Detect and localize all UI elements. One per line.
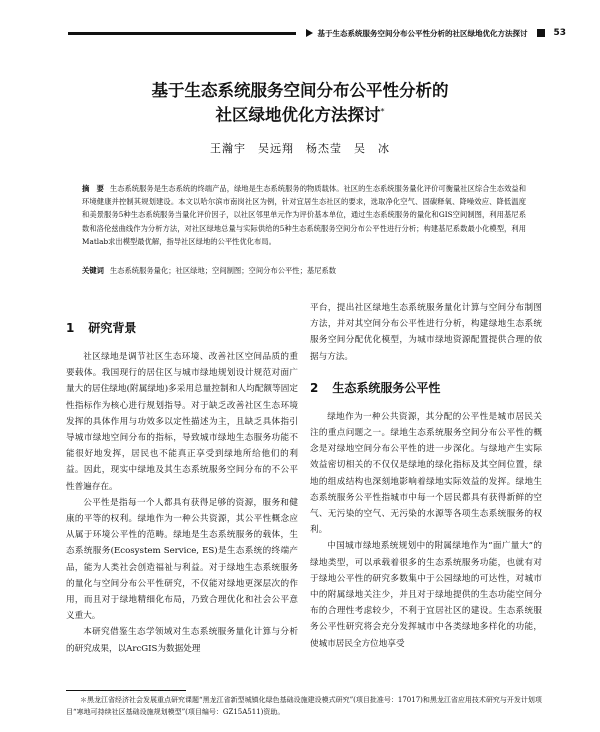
section-1-number: 1 bbox=[66, 320, 75, 335]
square-bullet-icon bbox=[537, 29, 545, 37]
abstract-label: 摘 要 bbox=[82, 184, 104, 193]
right-column bbox=[310, 300, 542, 652]
footnote-rule bbox=[66, 690, 186, 691]
section-1-paragraph: 本研究借鉴生态学领域对生态系统服务量化计算与分析的研究成果，以ArcGIS为数据处理 bbox=[66, 627, 298, 654]
section-2-paragraph: 绿地作为一种公共资源，其分配的公平性是城市居民关注的重点问题之一。绿地生态系统服务空间分布公平性的概念是对绿地空间分布公平性的进一步深化。与绿地产生实际效益密切相关的不仅仅是绿地的绿化指标及其空间位置，绿地的组成结构也深刻地影响着绿地实际效益的发挥。绿地生态系统服务公平性指城市中每一个居民都具有获得新鲜的空气、无污染的空气、无污染的水源等各项生态系统服务的权利。 bbox=[310, 411, 542, 536]
section-1-paragraph: 公平性是指每一个人都具有获得足够的资源，服务和健康的平等的权利。绿地作为一种公共资源，其公平性概念应从属于环境公平性的范畴。绿地是生态系统服务的载体，生态系统服务(Ecosystem Service, ES)是生态系统的终端产品，能为人类社会创造福祉与利益。对于绿地生态系统服务的量化与空间分布公平性研究，不仅能对绿地更深层次的作用，而且对于绿地精细化布局，乃致合理优化和社会公平意义重大。 bbox=[66, 497, 298, 622]
keywords bbox=[82, 265, 526, 277]
section-2-title: 生态系统服务公平性 bbox=[332, 380, 441, 395]
section-2-heading bbox=[310, 377, 542, 399]
paper-title bbox=[0, 80, 600, 126]
running-head-title: 基于生态系统服务空间分布公平性分析的社区绿地优化方法探讨 bbox=[317, 28, 528, 38]
funding-footnote: ＊黑龙江省经济社会发展重点研究课题“黑龙江省新型城镇化绿色基础设施建设模式研究”(项目批准号：17017)和黑龙江省应用技术研究与开发计划项目“寒地可持续社区基础设施规划模型”(项目编号：GZ15A511)资助。 bbox=[66, 696, 542, 716]
triangle-icon bbox=[306, 29, 313, 37]
section-1-paragraph: 社区绿地是调节社区生态环境、改善社区空间品质的重要载体。我国现行的居住区与城市绿地规划设计规范对面广量大的居住绿地(附属绿地)多采用总量控制和人均配额等固定性指标作为核心进行规划指导。对于缺乏改善社区生态环境发挥的具体作用与功效多以定性描述为主，且缺乏具体指引导城市绿地空间分布的指标，导致城市绿地生态服务功能不能很好地发挥，居民也不能真正享受到绿地所给他们的利益。因此，现实中绿地及其生态系统服务空间分布的不公平性普遍存在。 bbox=[66, 352, 298, 492]
title-line-2 bbox=[0, 101, 600, 126]
abstract bbox=[82, 182, 526, 248]
keywords-text: 生态系统服务量化；社区绿地；空间制图；空间分布公平性；基尼系数 bbox=[109, 266, 337, 275]
section-2-number: 2 bbox=[310, 380, 319, 395]
title-line-2-text: 社区绿地优化方法探讨 bbox=[215, 105, 381, 125]
header-rule bbox=[68, 32, 296, 35]
page-number: 53 bbox=[553, 28, 566, 38]
abstract-text: 生态系统服务是生态系统的终端产品，绿地是生态系统服务的物质载体。社区的生态系统服务量化评价可衡量社区综合生态效益和环境健康并控制其规划建设。本文以哈尔滨市南岗社区为例，针对宜居生态社区的要求，选取净化空气、固碳释氧、降噪效应、降低温度和美景服务5种生态系统服务当量化评价因子，以社区邻里单元作为评价基本单位，通过生态系统服务的量化和GIS空间制图，利用基尼系数和洛伦兹曲线作为分析方法，对社区绿地总量与实际供给的5种生态系统服务空间分布公平性进行分析；构建基尼系数最小化模型，利用Matlab求出模型最优解，指导社区绿地的公平性优化布局。 bbox=[82, 184, 527, 246]
section-2-paragraph: 中国城市绿地系统规划中的附属绿地作为“面广量大”的绿地类型，可以承载着很多的生态系统服务功能，也就有对于绿地公平性的研究多数集中于公园绿地的可达性，对城市中的附属绿地关注少，并且对于绿地提供的生态功能空间分布的合理性考虑较少，不利于宜居社区的建设。生态系统服务公平性研究将会充分发挥城市中各类绿地多样化的功能，使城市居民全方位地享受 bbox=[310, 541, 542, 649]
left-column bbox=[66, 300, 298, 657]
running-head bbox=[0, 22, 600, 44]
title-footnote-mark: * bbox=[380, 107, 385, 116]
section-1-continuation: 平台，提出社区绿地生态系统服务量化计算与空间分布制图方法，并对其空间分布公平性进行分析，构建绿地生态系统服务空间分配优化模型，为城市绿地资源配置提供合理的依据与方法。 bbox=[310, 303, 542, 362]
keywords-label: 关键词 bbox=[82, 266, 104, 275]
title-line-1: 基于生态系统服务空间分布公平性分析的 bbox=[151, 81, 449, 100]
section-1-heading bbox=[66, 317, 298, 339]
section-1-title: 研究背景 bbox=[88, 320, 137, 335]
authors: 王瀚宇 吴远翔 杨杰莹 吴 冰 bbox=[210, 142, 390, 155]
